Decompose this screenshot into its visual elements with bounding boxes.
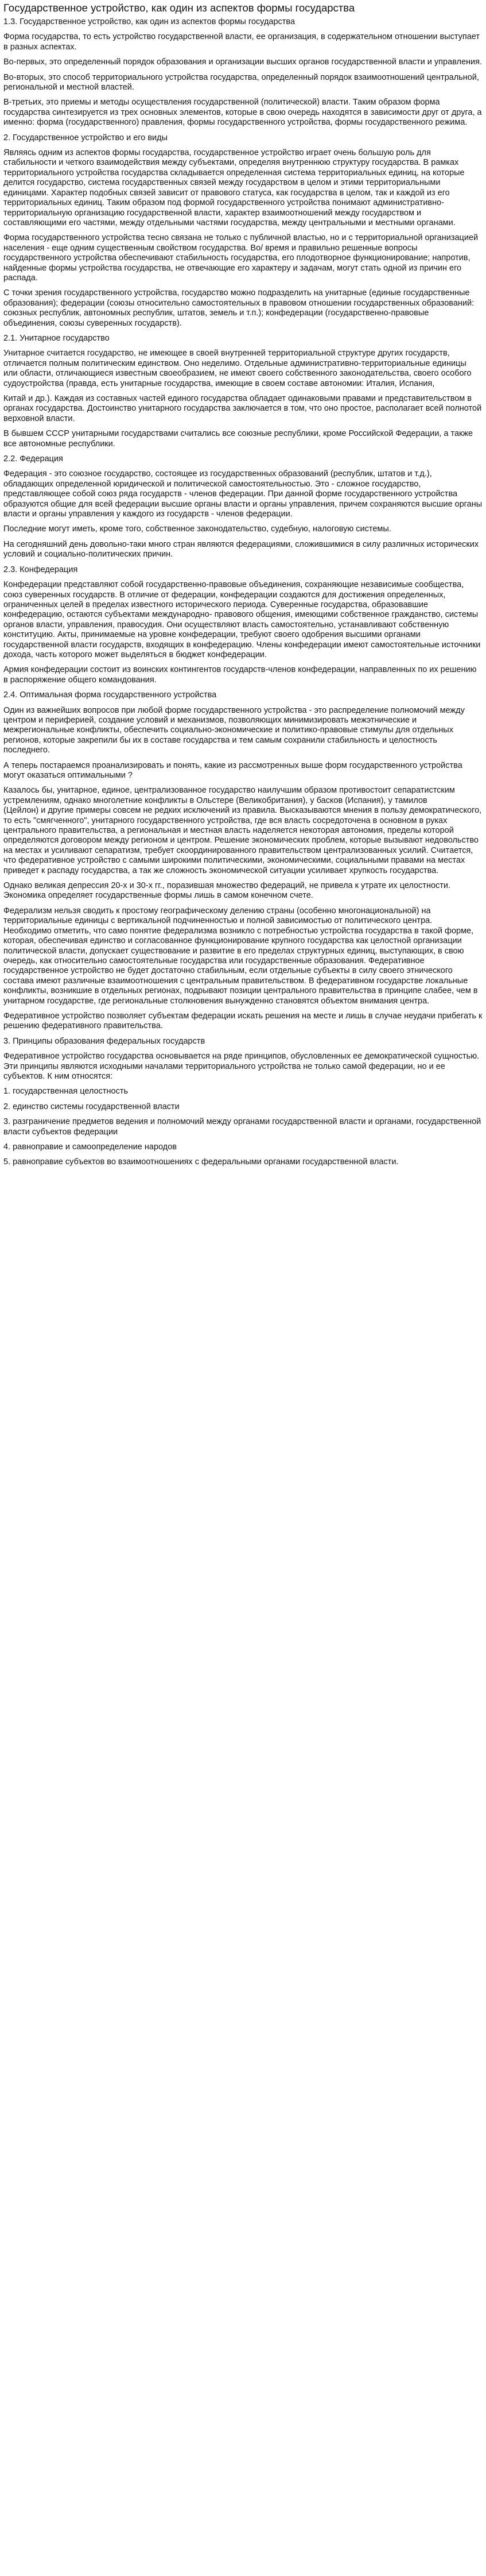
- paragraph: Федеративное устройство позволяет субъектам федерации искать решения на месте и лишь в случае неудачи прибегать к решению федеративного правительства.: [3, 1011, 483, 1031]
- paragraph: Федеративное устройство государства основывается на ряде принципов, обусловленных ее демократической сущностью. Эти принципы являются исходными началами территориального устройства не только самой федерации, но и ее субъектов. К ним относятся:: [3, 1052, 480, 1081]
- paragraph: В бывшем СССР унитарными государствами считались все союзные республики, кроме Российской Федерации, а также все автономные республики.: [3, 429, 473, 449]
- paragraph: 4. равноправие и самоопределение народов: [3, 1142, 177, 1152]
- paragraph: Армия конфедерации состоит из воинских контингентов государств-членов конфедерации, направленных по их решению в распоряжение общего командования.: [3, 665, 477, 685]
- paragraph: Федерация - это союзное государство, состоящее из государственных образований (республик, штатов и т.д.), обладающих определенной юридической и политической самостоятельностью. Это - сложное государство, представляющее собой союз ряда государств - членов федерации. При данной форме государственного устройства образуются общие для всей федерации высшие органы власти и органы управления, причем сохраняются высшие органы власти и органы управления у каждого из государств - членов федерации.: [3, 469, 483, 519]
- paragraph: Однако великая депрессия 20-х и 30-х гг., поразившая множество федераций, не привела к утрате их целостности. Экономика определяет государственные формы лишь в самом конечном счете.: [3, 881, 451, 901]
- paragraph: В-третьих, это приемы и методы осуществления государственной (политической) власти. Таким образом форма государства синтезируется из трех основных элементов, которые в свою очередь находятся в зависимости друг от друга, а именно: форма (государственного) правления, формы государственного устройства, формы государственного режима.: [3, 98, 482, 128]
- paragraph: Один из важнейших вопросов при любой форме государственного устройства - это распределение полномочий между центром и периферией, создание условий и механизмов, позволяющих минимизировать межэтнические и межрегиональные конфликты, обеспечить социально-экономические и политико-правовые стимулы для отдельных регионов, которые закрепили бы их в составе государства и тем самым сохранили стабильность и целостность последнего.: [3, 705, 465, 755]
- document-title: Государственное устройство, как один из аспектов формы государства: [3, 2, 355, 14]
- document-body: [3, 17, 483, 1168]
- paragraph: Во-вторых, это способ территориального устройства государства, определенный порядок взаимоотношений центральной, региональной и местной властей.: [3, 72, 479, 92]
- paragraph: Унитарное считается государство, не имеющее в своей внутренней территориальной структуре других государств, отличается полным политическим единством. Оно неделимо. Отдельные административно-территориальные единицы или области, отличающиеся известным своеобразием, не имеют своего собственного законодательства, своего особого судоустройства (правда, есть унитарные государства, имеющие в своем составе автономии: Италия, Испания,: [3, 349, 472, 388]
- paragraph: Последние могут иметь, кроме того, собственное законодательство, судебную, налоговую системы.: [3, 524, 391, 534]
- paragraph: Конфедерации представляют собой государственно-правовые объединения, сохраняющие независимые сообщества, союз суверенных государств. В отличие от федерации, конфедерации создаются для достижения определенных, ограниченных целей в пределах известного исторического периода. Суверенные государства, образовавшие конфедерацию, остаются субъектами международно- правового общения, имеющими собственное гражданство, системы органов власти, управления, правосудия. Они осуществляют власть самостоятельно, устанавливают собственную конституцию. Акты, принимаемые на уровне конфедерации, требуют своего одобрения высшими органами государственной власти государств, входящих в конфедерацию. Члены конфедерации имеют самостоятельные источники дохода, часть которого может выделяться в бюджет конфедерации.: [3, 580, 481, 659]
- paragraph: Казалось бы, унитарное, единое, централизованное государство наилучшим образом противостоит сепаратистским устремлениям, однако многолетние конфликты в Ольстере (Великобритания), у басков (Испания), у тамилов: [3, 786, 455, 805]
- paragraph: 2. единство системы государственной власти: [3, 1102, 180, 1111]
- paragraph: 2.4. Оптимальная форма государственного устройства: [3, 690, 217, 700]
- paragraph: (Цейлон) и другие примеры совсем не редких исключений из правила. Высказываются мнения в пользу демократического, то есть "смягченного", унитарного государственного устройства, где вся власть сосредоточена в основном в руках центрального правительства, а региональная и местная власть наделяется некоторая автономия, пределы которой определяются договором между регионом и центром. Решение экономических проблем, которые вызывают недовольство на местах и усиливают сепаратизм, требует скоординированного правительством централизованных усилий. Считается, что федеративное устройство с самыми широкими политическими, экономическими, социальными правами на местах приведет к распаду государства, а так же сложность экономической ситуации усиливает хрупкость государства.: [3, 806, 482, 875]
- paragraph: А теперь постараемся проанализировать и понять, какие из рассмотренных выше форм государственного устройства могут оказаться оптимальными ?: [3, 760, 462, 780]
- paragraph: Форма государственного устройства тесно связана не только с публичной властью, но и с территориальной организацией населения - еще одним существенным свойством государства. Во/ время и правильно решенные вопросы государственного устройства обеспечивают стабильность государства, его плодотворное функционирование; напротив, найденные формы устройства государства, не отвечающие его характеру и задачам, могут стать одной из причин его распада.: [3, 233, 479, 283]
- paragraph: 1. государственная целостность: [3, 1087, 129, 1096]
- paragraph: На сегодняшний день довольно-таки много стран являются федерациями, сложившимися в силу различных исторических условий и социально-политических причин.: [3, 539, 479, 559]
- document: [0, 0, 486, 1180]
- paragraph: С точки зрения государственного устройства, государство можно подразделить на унитарные (единые государственные образования); федерации (союзы относительно самостоятельных в правовом отношении государственных образований: союзных республик, автономных республик, штатов, земель и т.п.); конфедерации (государственно-правовые объединения, союзы суверенных государств).: [3, 288, 475, 328]
- paragraph: Являясь одним из аспектов формы государства, государственное устройство играет очень большую роль для стабильности и четкого взаимодействия между субъектами, определяя внутреннюю структуру государства. В рамках территориального устройства государства складывается определенная система территориальных единиц, на которые делится государство, система государственных связей между государством в целом и этими территориальными единицами. Характер подобных связей зависит от правового статуса, как государства в целом, так и каждой из его территориальных единиц. Таким образом под формой государственного устройства понимают административно- территориальную организацию государственной власти, характер взаимоотношений между государством и составляющими его частями, между отдельными частями государства, между центральными и местными органами.: [3, 148, 465, 227]
- paragraph: 2.3. Конфедерация: [3, 565, 78, 574]
- paragraph: Федерализм нельзя сводить к простому географическому делению страны (особенно многонациональной) на территориальные единицы с вертикальной подчиненностью и полной зависимостью от политического центра. Необходимо отметить, что само понятие федерализма возникло с потребностью устройства государства в такой форме, которая, обеспечивая единство и согласованное функционирование крупного государства как целостной организации политической власти, допускает существование и развитие в его пределах структурных единиц, выступающих, в свою очередь, как относительно самостоятельные государства или государственные образования. Федеративное государственное устройство не будет достаточно стабильным, если отдельные субъекты в силу своего этнического состава имеют различные взаимоотношения с центральным правительством. В федеративном государстве локальные конфликты, возникшие в отдельных регионах, подрывают позиции центрального правительства в принципе слабее, чем в унитарном государстве, где региональные столкновения вынужденно становятся объектом внимания центра.: [3, 906, 478, 1006]
- paragraph: 2.2. Федерация: [3, 454, 63, 464]
- paragraph: Во-первых, это определенный порядок образования и организации высших органов государственной власти и управления.: [3, 57, 483, 67]
- paragraph: 2. Государственное устройство и его виды: [3, 133, 168, 142]
- paragraph: 1.3. Государственное устройство, как один из аспектов формы государства: [3, 17, 296, 26]
- paragraph: Китай и др.). Каждая из составных частей единого государства обладает одинаковыми правами и представительством в органах государства. Достоинство унитарного государства заключается в том, что оно простое, располагает всей полнотой верховной власти.: [3, 394, 482, 423]
- paragraph: Форма государства, то есть устройство государственной власти, ее организация, в содержательном отношении выступает в разных аспектах.: [3, 32, 480, 52]
- paragraph: 3. Принципы образования федеральных государств: [3, 1036, 205, 1046]
- paragraph: 3. разграничение предметов ведения и полномочий между органами государственной власти и органами, государственной власти субъектов федерации: [3, 1117, 481, 1137]
- paragraph: 5. равноправие субъектов во взаимоотношениях с федеральными органами государственной власти.: [3, 1157, 399, 1167]
- paragraph: 2.1. Унитарное государство: [3, 333, 110, 343]
